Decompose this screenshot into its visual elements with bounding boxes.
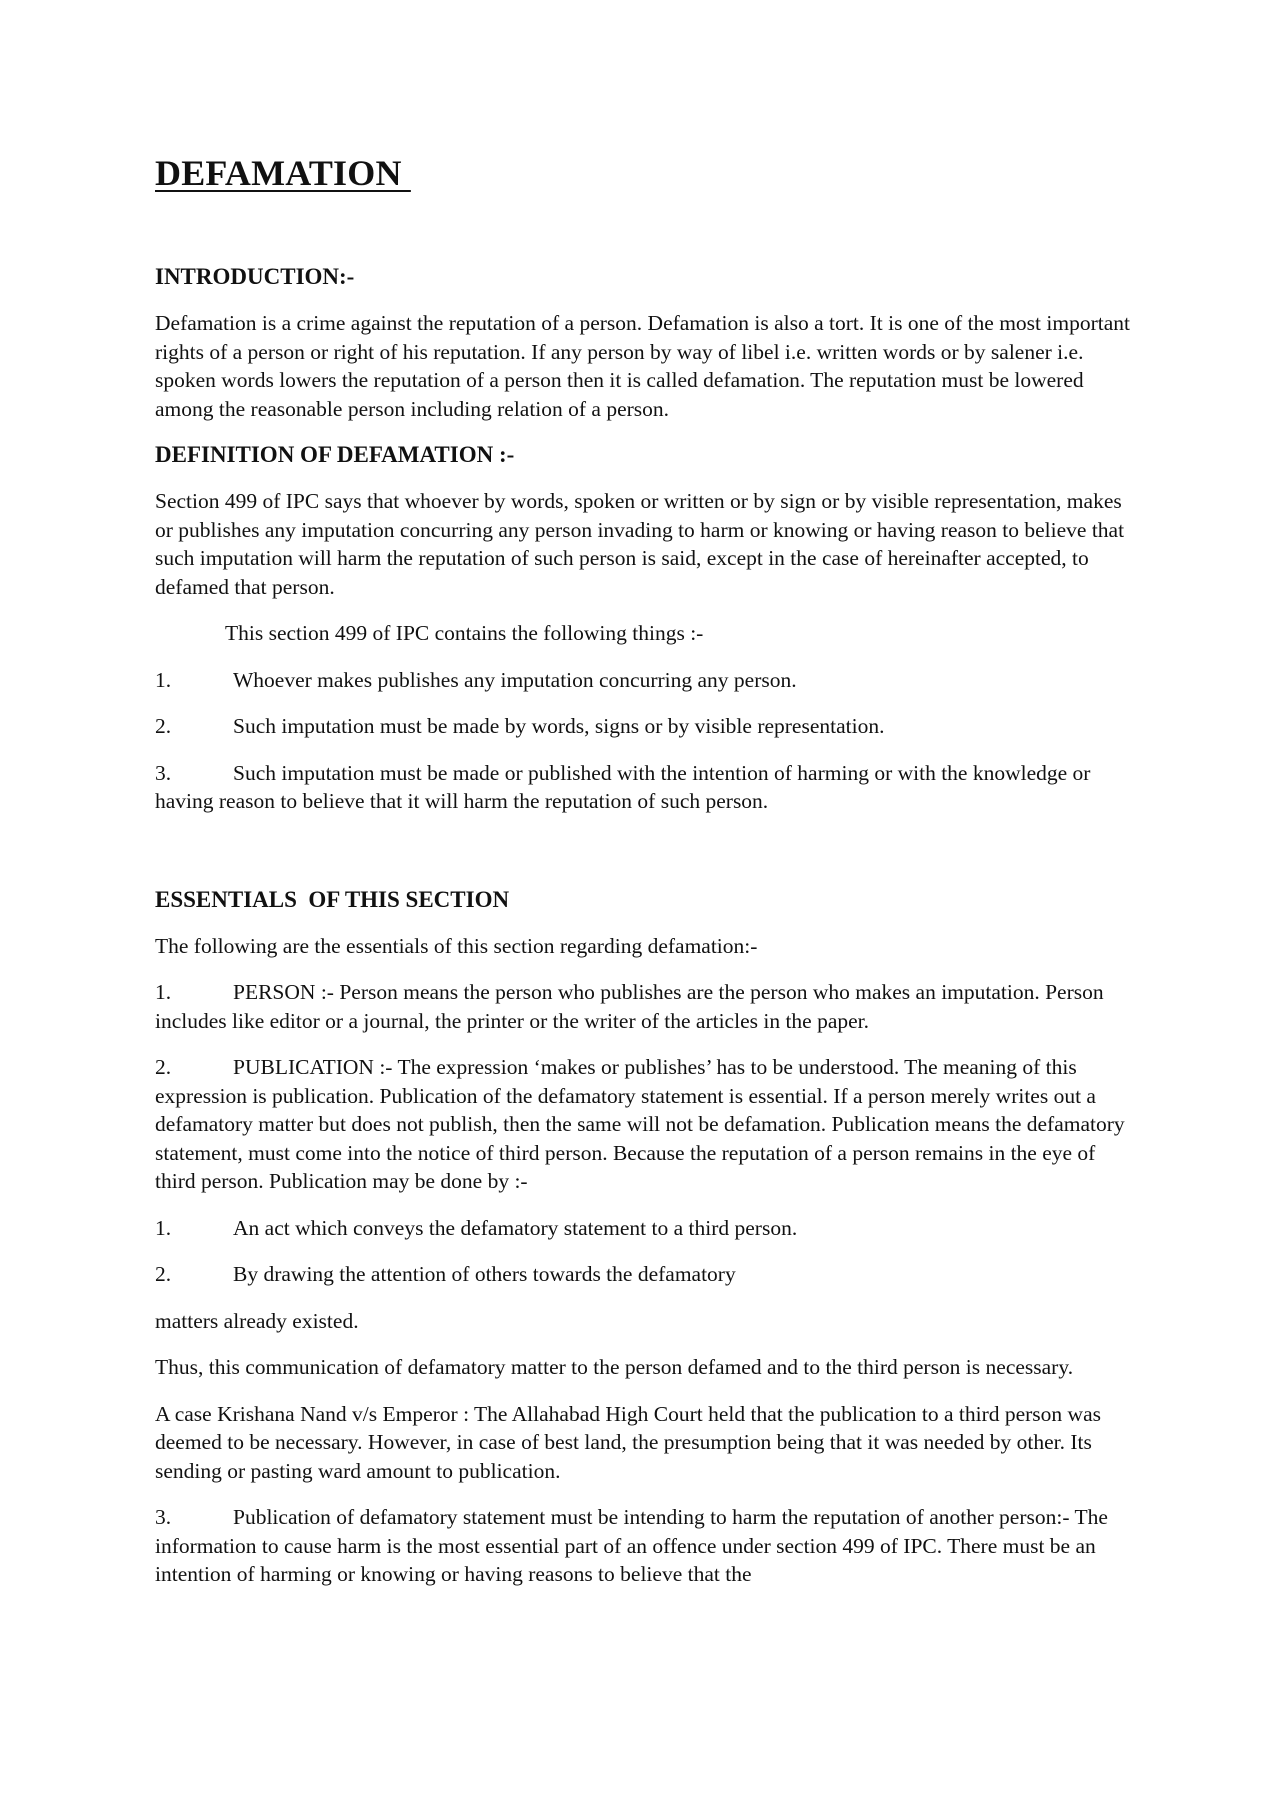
definition-intro-line: This section 499 of IPC contains the following things :- bbox=[225, 621, 704, 645]
case-paragraph: A case Krishana Nand v/s Emperor : The Allahabad High Court held that the publication to a third person was deemed to be necessary. However, in case of best land, the presumption being that it was needed by other. Its sending or pasting ward amount to publication. bbox=[155, 1401, 1101, 1483]
document-body bbox=[155, 263, 1140, 1607]
definition-item bbox=[155, 759, 1140, 816]
item-text: Such imputation must be made by words, signs or by visible representation. bbox=[233, 714, 885, 738]
item-number: 1. bbox=[155, 1215, 172, 1240]
item-number: 3. bbox=[155, 760, 172, 785]
publication-continuation: matters already existed. bbox=[155, 1308, 359, 1333]
item-text: Publication of defamatory statement must be intending to harm the reputation of another person:- The information to cause harm is the most essential part of an offence under section 499 of IPC. There must be an intention of harming or knowing or having reasons to believe that the bbox=[155, 1505, 1108, 1586]
definition-item bbox=[155, 666, 1140, 695]
item-number: 3. bbox=[155, 1505, 172, 1529]
item-number: 1. bbox=[155, 980, 172, 1004]
thus-paragraph: Thus, this communication of defamatory matter to the person defamed and to the third person is necessary. bbox=[155, 1355, 1074, 1379]
publication-item bbox=[155, 1214, 1140, 1243]
essential-intention bbox=[155, 1503, 1140, 1589]
definition-heading: DEFINITION OF DEFAMATION :- bbox=[155, 442, 515, 467]
section-spacer bbox=[155, 834, 1140, 886]
item-number: 1. bbox=[155, 667, 172, 692]
item-text: By drawing the attention of others towards the defamatory bbox=[233, 1262, 736, 1286]
essential-publication bbox=[155, 1053, 1140, 1196]
item-text: An act which conveys the defamatory statement to a third person. bbox=[233, 1215, 798, 1240]
item-text: Such imputation must be made or published with the intention of harming or with the knowledge or having reason to believe that it will harm the reputation of such person. bbox=[155, 760, 1091, 813]
item-number: 2. bbox=[155, 714, 172, 738]
publication-item bbox=[155, 1260, 1140, 1289]
item-text: Whoever makes publishes any imputation concurring any person. bbox=[233, 667, 797, 692]
item-text: PERSON :- Person means the person who publishes are the person who makes an imputation. Person includes like editor or a journal, the printer or the writer of the articles in the paper. bbox=[155, 980, 1104, 1033]
item-number: 2. bbox=[155, 1262, 172, 1286]
item-text: PUBLICATION :- The expression ‘makes or publishes’ has to be understood. The meaning of this expression is publication. Publication of the defamatory statement is essential. If a person merely writes out a defamatory matter but does not publish, then the same will not be defamation. Publication means the defamatory statement, must come into the notice of third person. Because the reputation of a person remains in the eye of third person. Publication may be done by :- bbox=[155, 1055, 1125, 1193]
essentials-heading: ESSENTIALS OF THIS SECTION bbox=[155, 886, 510, 912]
essentials-intro: The following are the essentials of this section regarding defamation:- bbox=[155, 933, 758, 958]
page-title: DEFAMATION bbox=[155, 153, 411, 193]
introduction-heading: INTRODUCTION:- bbox=[155, 264, 355, 289]
introduction-paragraph: Defamation is a crime against the reputation of a person. Defamation is also a tort. It is one of the most important rights of a person or right of his reputation. If any person by way of libel i.e. written words or by salener i.e. spoken words lowers the reputation of a person then it is called defamation. The reputation must be lowered among the reasonable person including relation of a person. bbox=[155, 311, 1130, 421]
item-number: 2. bbox=[155, 1055, 172, 1079]
definition-item bbox=[155, 712, 1140, 741]
essential-person bbox=[155, 978, 1140, 1035]
definition-paragraph: Section 499 of IPC says that whoever by words, spoken or written or by sign or by visible representation, makes or publishes any imputation concurring any person invading to harm or knowing or having reason to believe that such imputation will harm the reputation of such person is said, except in the case of hereinafter accepted, to defamed that person. bbox=[155, 489, 1125, 599]
